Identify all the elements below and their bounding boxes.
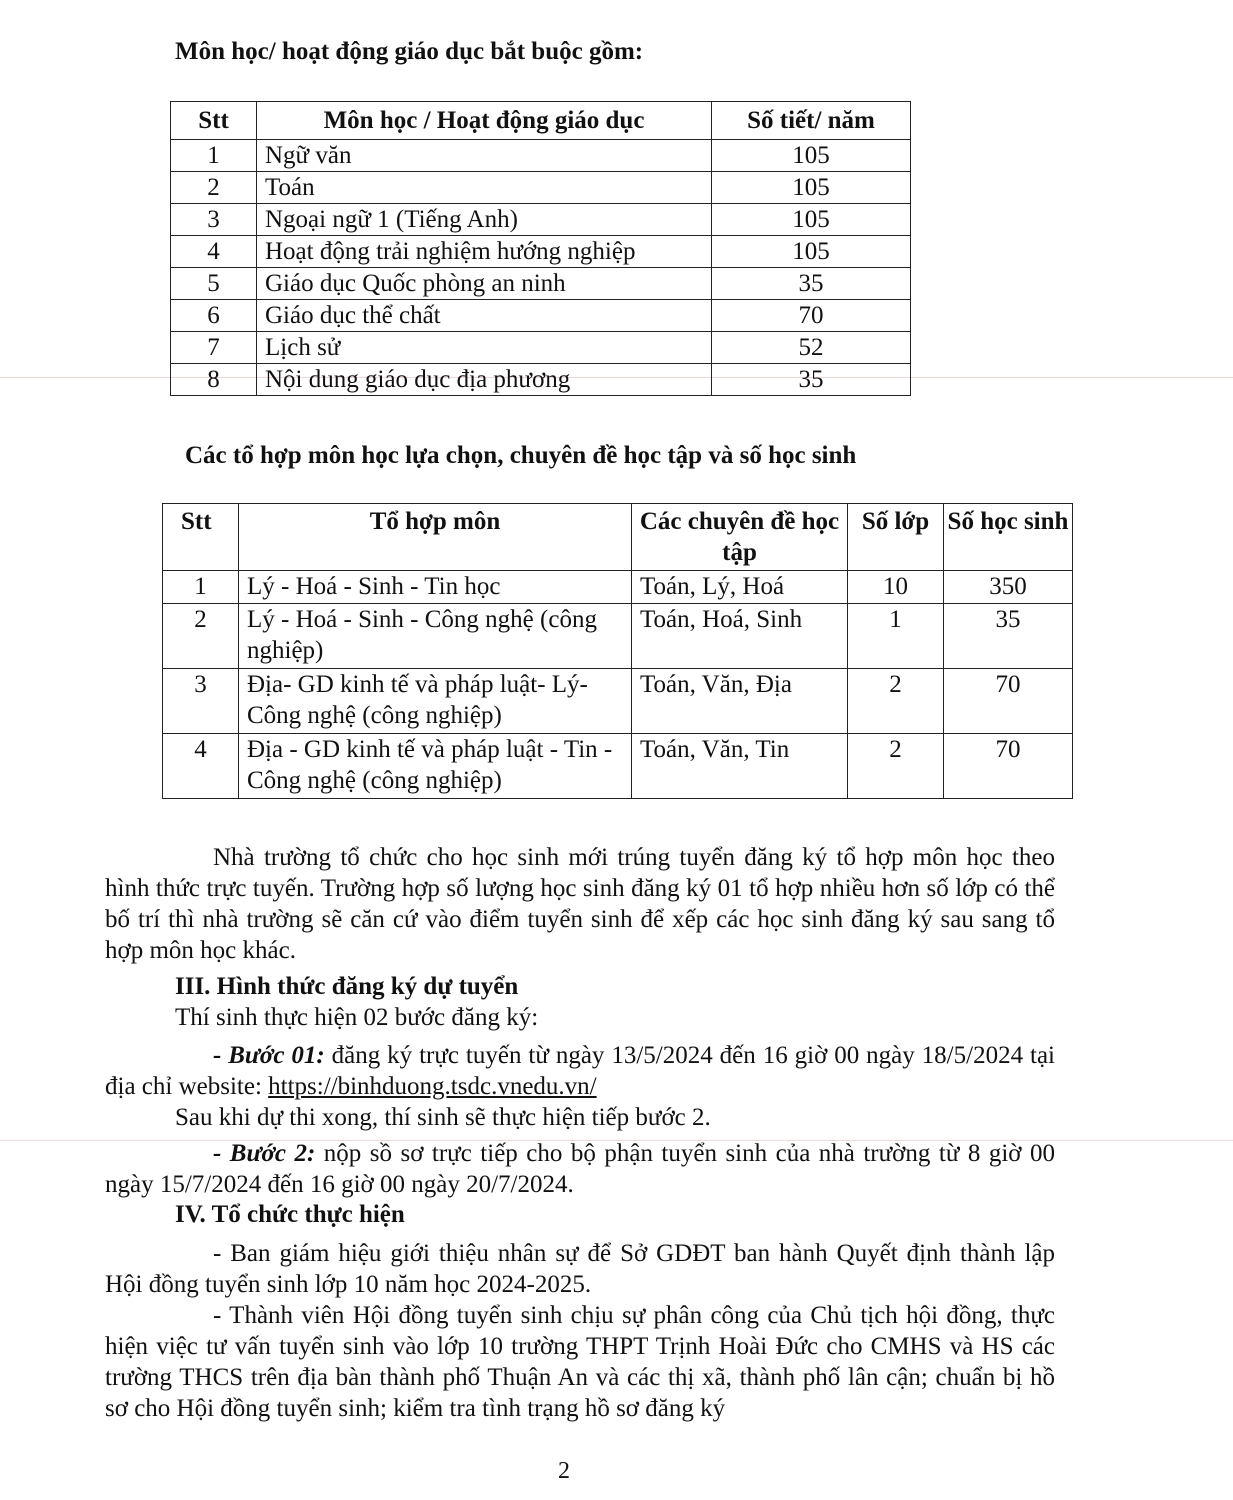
step-1-text: đăng ký trực tuyến từ ngày 13/5/2024 đến 16 giờ 00 ngày 18/5/2024 tại địa chỉ website: [105, 1042, 1055, 1100]
page-number: 2 [558, 1458, 570, 1484]
cell-stt: 2 [171, 172, 257, 204]
paragraph-registration-note: Nhà trường tổ chức cho học sinh mới trúng tuyển đăng ký tổ hợp môn học theo hình thức trực tuyến. Trường hợp số lượng học sinh đăng ký 01 tổ hợp nhiều hơn số lớp có thể bố trí thì nhà trường sẽ căn cứ vào điểm tuyển sinh để xếp các học sinh đăng ký sau sang tổ hợp môn học khác. [105, 844, 1055, 964]
table-row [171, 236, 911, 268]
paragraph-board-council: - Ban giám hiệu giới thiệu nhân sự để Sở GDĐT ban hành Quyết định thành lập Hội đồng tuyển sinh lớp 10 năm học 2024-2025. [105, 1240, 1055, 1298]
step-1-label: - Bước 01: [213, 1042, 325, 1069]
paragraph-after-exam: Sau khi dự thi xong, thí sinh sẽ thực hiện tiếp bước 2. [175, 1104, 711, 1131]
cell-stt: 2 [163, 604, 239, 669]
cell-classes: 2 [848, 669, 944, 734]
table-row [171, 204, 911, 236]
table-header-row [171, 102, 911, 140]
section-heading-registration: III. Hình thức đăng ký dự tuyển [175, 973, 519, 1000]
cell-periods: 35 [712, 268, 911, 300]
cell-periods: 35 [712, 364, 911, 396]
table-header-row [163, 504, 1073, 571]
cell-combination: Lý - Hoá - Sinh - Công nghệ (công nghiệp) [239, 604, 632, 669]
cell-topics: Toán, Hoá, Sinh [632, 604, 848, 669]
cell-combination: Địa - GD kinh tế và pháp luật - Tin - Công nghệ (công nghiệp) [239, 734, 632, 799]
cell-periods: 105 [712, 204, 911, 236]
header-classes: Số lớp [848, 504, 944, 571]
cell-subject: Hoạt động trải nghiệm hướng nghiệp [257, 236, 712, 268]
cell-subject: Ngoại ngữ 1 (Tiếng Anh) [257, 204, 712, 236]
step-2-text: nộp sồ sơ trực tiếp cho bộ phận tuyển sinh của nhà trường từ 8 giờ 00 ngày 15/7/2024 đến 16 giờ 00 ngày 20/7/2024. [105, 1140, 1056, 1198]
table-row [171, 172, 911, 204]
cell-stt: 1 [171, 140, 257, 172]
paragraph-step-1 [105, 1040, 1055, 1102]
header-stt: Stt [171, 102, 257, 140]
table-row [163, 734, 1073, 799]
cell-periods: 70 [712, 300, 911, 332]
cell-periods: 52 [712, 332, 911, 364]
table-row [171, 364, 911, 396]
section-heading-implementation: IV. Tổ chức thực hiện [175, 1201, 405, 1228]
cell-stt: 8 [171, 364, 257, 396]
cell-topics: Toán, Lý, Hoá [632, 571, 848, 604]
required-subjects-table [170, 101, 911, 396]
table-row [163, 571, 1073, 604]
cell-subject: Toán [257, 172, 712, 204]
cell-students: 350 [944, 571, 1073, 604]
cell-periods: 105 [712, 140, 911, 172]
table-row [163, 669, 1073, 734]
cell-classes: 1 [848, 604, 944, 669]
table-row [163, 604, 1073, 669]
elective-combinations-table [162, 503, 1073, 799]
header-combination: Tổ hợp môn [239, 504, 632, 571]
header-stt: Stt [163, 504, 239, 571]
cell-subject: Ngữ văn [257, 140, 712, 172]
header-subject: Môn học / Hoạt động giáo dục [257, 102, 712, 140]
cell-subject: Nội dung giáo dục địa phương [257, 364, 712, 396]
cell-stt: 4 [163, 734, 239, 799]
cell-stt: 3 [171, 204, 257, 236]
table-row [171, 332, 911, 364]
cell-topics: Toán, Văn, Địa [632, 669, 848, 734]
cell-periods: 105 [712, 236, 911, 268]
cell-students: 70 [944, 669, 1073, 734]
cell-students: 35 [944, 604, 1073, 669]
cell-periods: 105 [712, 172, 911, 204]
header-topics: Các chuyên đề học tập [632, 504, 848, 571]
heading-required-subjects: Môn học/ hoạt động giáo dục bắt buộc gồm: [175, 38, 644, 65]
table-row [171, 140, 911, 172]
cell-stt: 5 [171, 268, 257, 300]
cell-combination: Địa- GD kinh tế và pháp luật- Lý- Công nghệ (công nghiệp) [239, 669, 632, 734]
cell-subject: Giáo dục Quốc phòng an ninh [257, 268, 712, 300]
cell-stt: 1 [163, 571, 239, 604]
cell-classes: 2 [848, 734, 944, 799]
cell-stt: 3 [163, 669, 239, 734]
header-students: Số học sinh [944, 504, 1073, 571]
header-periods: Số tiết/ năm [712, 102, 911, 140]
cell-stt: 4 [171, 236, 257, 268]
step-2-label: - Bước 2: [213, 1140, 316, 1167]
paragraph-step-2 [105, 1138, 1055, 1200]
table-row [171, 268, 911, 300]
registration-website-link[interactable]: https://binhduong.tsdc.vnedu.vn/ [268, 1073, 597, 1100]
cell-subject: Giáo dục thể chất [257, 300, 712, 332]
cell-topics: Toán, Văn, Tin [632, 734, 848, 799]
cell-students: 70 [944, 734, 1073, 799]
cell-combination: Lý - Hoá - Sinh - Tin học [239, 571, 632, 604]
cell-classes: 10 [848, 571, 944, 604]
cell-stt: 7 [171, 332, 257, 364]
paragraph-two-steps: Thí sinh thực hiện 02 bước đăng ký: [175, 1004, 539, 1031]
paragraph-council-members: - Thành viên Hội đồng tuyển sinh chịu sự phân công của Chủ tịch hội đồng, thực hiện việc tư vấn tuyển sinh vào lớp 10 trường THPT Trịnh Hoài Đức cho CMHS và HS các trường THCS trên địa bàn thành phố Thuận An và các thị xã, thành phố lân cận; chuẩn bị hồ sơ cho Hội đồng tuyển sinh; kiểm tra tình trạng hồ sơ đăng ký [105, 1302, 1055, 1422]
cell-stt: 6 [171, 300, 257, 332]
heading-elective-combinations: Các tổ hợp môn học lựa chọn, chuyên đề học tập và số học sinh [185, 442, 857, 469]
table-row [171, 300, 911, 332]
cell-subject: Lịch sử [257, 332, 712, 364]
